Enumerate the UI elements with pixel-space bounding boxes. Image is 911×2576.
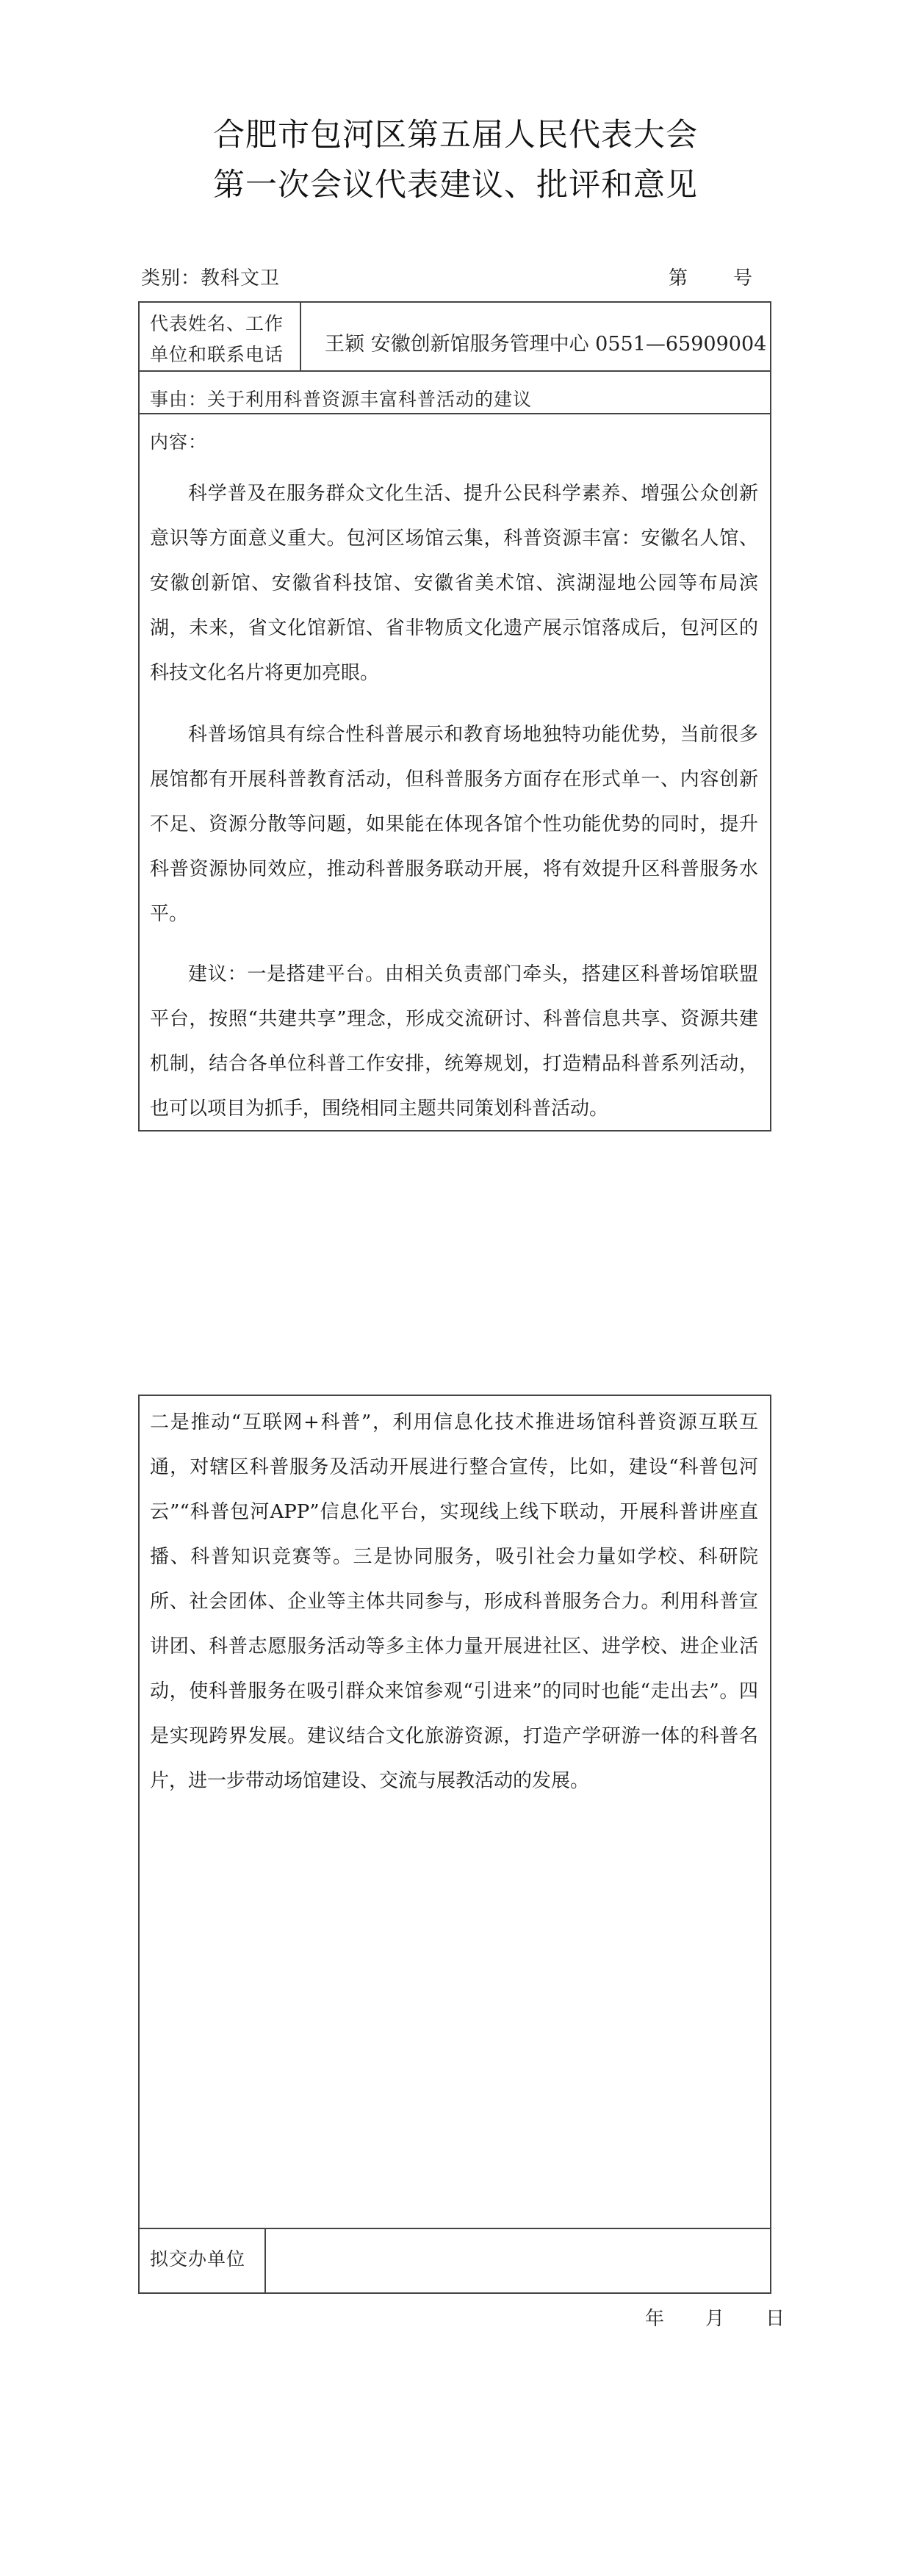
document-number <box>669 263 752 290</box>
number-prefix: 第 <box>669 267 688 289</box>
proposal-form-page-2 <box>138 1395 771 2294</box>
document-title-line-1: 合肥市包河区第五届人民代表大会 <box>213 117 698 154</box>
handler-cell-divider <box>264 2228 266 2294</box>
row-divider-1 <box>140 370 770 372</box>
content-paragraph: 科学普及在服务群众文化生活、提升公民科学素养、增强公众创新意识等方面意义重大。包河区场馆云集，科普资源丰富：安徽名人馆、安徽创新馆、安徽省科技馆、安徽省美术馆、滨湖湿地公园等布局滨湖，未来，省文化馆新馆、省非物质文化遗产展示馆落成后，包河区的科技文化名片将更加亮眼。 <box>150 483 758 684</box>
representative-info-value: 王颖 安徽创新馆服务管理中心 0551—65909004 <box>325 333 767 356</box>
content-paragraph: 科普场馆具有综合性科普展示和教育场地独特功能优势，当前很多展馆都有开展科普教育活动，但科普服务方面存在形式单一、内容创新不足、资源分散等问题，如果能在体现各馆个性功能优势的同时，提升科普资源协同效应，推动科普服务联动开展，将有效提升区科普服务水平。 <box>150 724 758 925</box>
number-suffix: 号 <box>733 267 753 289</box>
document-title-line-2: 第一次会议代表建议、批评和意见 <box>213 167 698 204</box>
date-month: 月 <box>705 2308 725 2330</box>
assigned-unit-label: 拟交办单位 <box>150 2248 246 2270</box>
content-paragraph: 建议：一是搭建平台。由相关负责部门牵头，搭建区科普场馆联盟平台，按照“共建共享”理念，形成交流研讨、科普信息共享、资源共建机制，结合各单位科普工作安排，统筹规划，打造精品科普系列活动，也可以项目为抓手，围绕相同主题共同策划科普活动。 <box>150 963 758 1120</box>
date-day: 日 <box>766 2308 785 2330</box>
content-label: 内容： <box>150 431 208 453</box>
content-continuation: 二是推动“互联网+科普”，利用信息化技术推进场馆科普资源互联互通，对辖区科普服务及活动开展进行整合宣传，比如，建设“科普包河云”“科普包河APP”信息化平台，实现线上线下联动，开展科普讲座直播、科普知识竞赛等。三是协同服务，吸引社会力量如学校、科研院所、社会团体、企业等主体共同参与，形成科普服务合力。利用科普宣讲团、科普志愿服务活动等多主体力量开展进社区、进学校、进企业活动，使科普服务在吸引群众来馆参观“引进来”的同时也能“走出去”。四是实现跨界发展。建议结合文化旅游资源，打造产学研游一体的科普名片，进一步带动场馆建设、交流与展教活动的发展。 <box>150 1411 758 1792</box>
category-label: 类别：教科文卫 <box>141 267 281 289</box>
rep-cell-divider <box>300 303 301 370</box>
representative-info-label: 代表姓名、工作单位和联系电话 <box>150 313 284 365</box>
date-year: 年 <box>645 2308 665 2330</box>
handler-row-divider <box>140 2228 770 2229</box>
subject-line: 事由：关于利用科普资源丰富科普活动的建议 <box>150 389 533 410</box>
row-divider-2 <box>140 413 770 414</box>
date-line <box>645 2303 785 2331</box>
proposal-form-page-1 <box>138 301 771 1132</box>
